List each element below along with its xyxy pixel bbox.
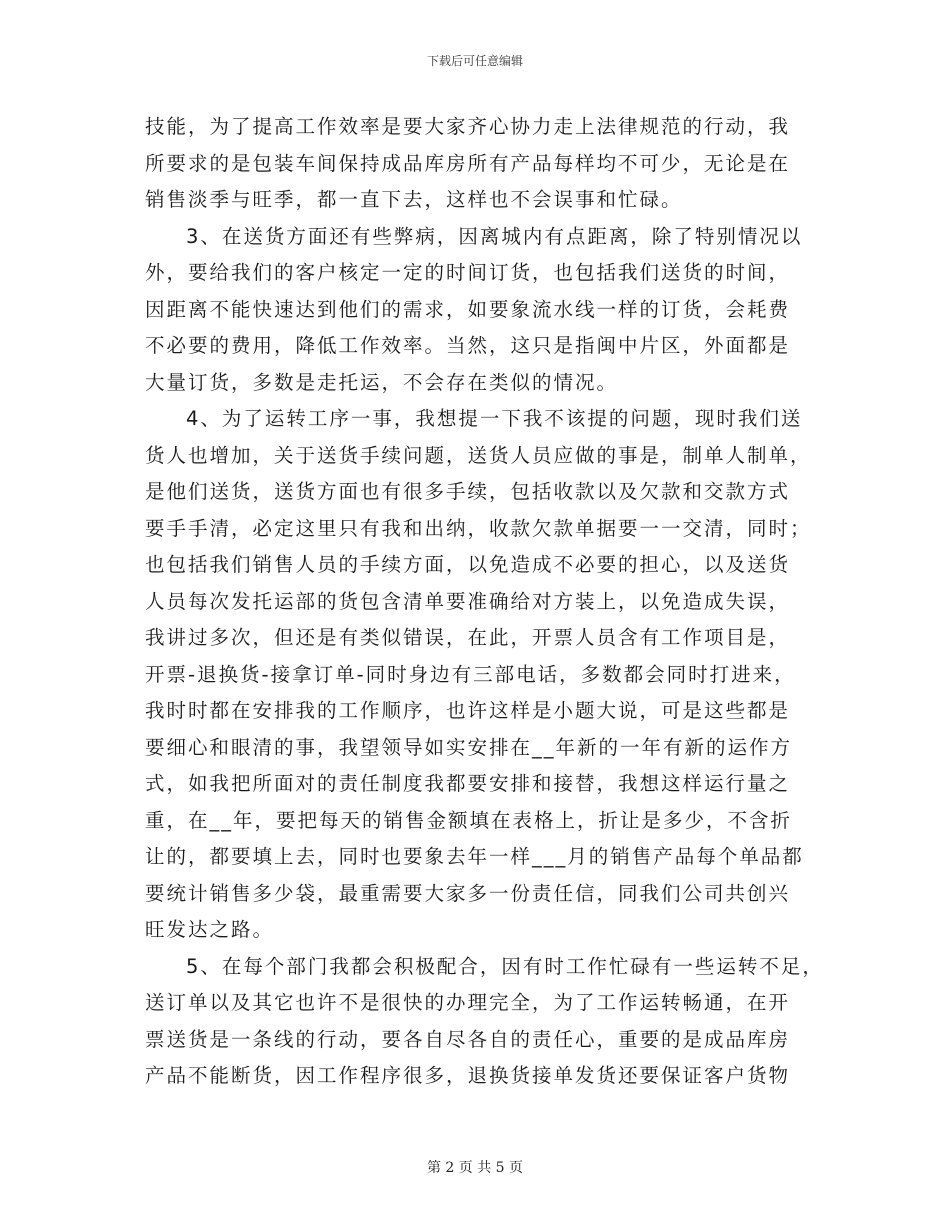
text-line: 货人也增加，关于送货手续问题，送货人员应做的事是，制单人制单， bbox=[145, 443, 812, 467]
text-line: 不必要的费用，降低工作效率。当然，这只是指闽中片区，外面都是 bbox=[145, 334, 791, 357]
text-line: 大量订货，多数是走托运，不会存在类似的情况。 bbox=[145, 370, 619, 394]
text-line: 要细心和眼清的事，我望领导如实安排在__年新的一年有新的运作方 bbox=[145, 735, 793, 759]
text-line: 3、在送货方面还有些弊病，因离城内有点距离，除了特别情况以 bbox=[186, 224, 803, 248]
text-line: 重，在__年，要把每天的销售金额填在表格上，折让是多少，不含折 bbox=[145, 808, 793, 832]
text-line: 我时时都在安排我的工作顺序，也许这样是小题大说，可是这些都是 bbox=[145, 699, 791, 722]
text-line: 销售淡季与旺季，都一直下去，这样也不会误事和忙碌。 bbox=[145, 188, 683, 211]
text-line: 要手手清，必定这里只有我和出纳，收款欠款单据要一一交清，同时； bbox=[145, 516, 812, 540]
text-line: 技能，为了提高工作效率是要大家齐心协力走上法律规范的行动，我 bbox=[145, 115, 791, 138]
page-header: 下载后可任意编辑 bbox=[426, 54, 523, 68]
text-line: 要统计销售多少袋，最重需要大家多一份责任信，同我们公司共创兴 bbox=[145, 881, 791, 905]
text-line: 是他们送货，送货方面也有很多手续，包括收款以及欠款和交款方式 bbox=[145, 480, 791, 503]
text-line: 4、为了运转工序一事，我想提一下我不该提的问题，现时我们送 bbox=[186, 407, 803, 430]
text-line: 让的，都要填上去，同时也要象去年一样___月的销售产品每个单品都 bbox=[145, 845, 804, 868]
text-line: 票送货是一条线的行动，要各自尽各自的责任心，重要的是成品库房 bbox=[145, 1027, 791, 1051]
text-line: 式，如我把所面对的责任制度我都要安排和接替，我想这样运行量之 bbox=[145, 772, 791, 795]
text-line: 旺发达之路。 bbox=[145, 918, 275, 941]
page-footer: 第 2 页 共 5 页 bbox=[426, 1160, 524, 1176]
text-line: 也包括我们销售人员的手续方面，以免造成不必要的担心，以及送货 bbox=[145, 553, 791, 576]
text-line: 所要求的是包装车间保持成品库房所有产品每样均不可少，无论是在 bbox=[145, 151, 791, 175]
text-line: 外，要给我们的客户核定一定的时间订货，也包括我们送货的时间， bbox=[145, 261, 791, 284]
text-line: 送订单以及其它也许不是很快的办理完全，为了工作运转畅通，在开 bbox=[145, 991, 791, 1014]
text-line: 因距离不能快速达到他们的需求，如要象流水线一样的订货，会耗费 bbox=[145, 297, 791, 321]
text-line: 人员每次发托运部的货包含清单要准确给对方装上，以免造成失误， bbox=[145, 589, 791, 613]
text-line: 我讲过多次，但还是有类似错误，在此，开票人员含有工作项目是， bbox=[145, 626, 791, 649]
text-line: 开票-退换货-接拿订单-同时身边有三部电话，多数都会同时打进来， bbox=[145, 662, 796, 686]
text-line: 5、在每个部门我都会积极配合，因有时工作忙碌有一些运转不足， bbox=[186, 954, 824, 978]
text-line: 产品不能断货，因工作程序很多，退换货接单发货还要保证客户货物 bbox=[145, 1064, 791, 1087]
